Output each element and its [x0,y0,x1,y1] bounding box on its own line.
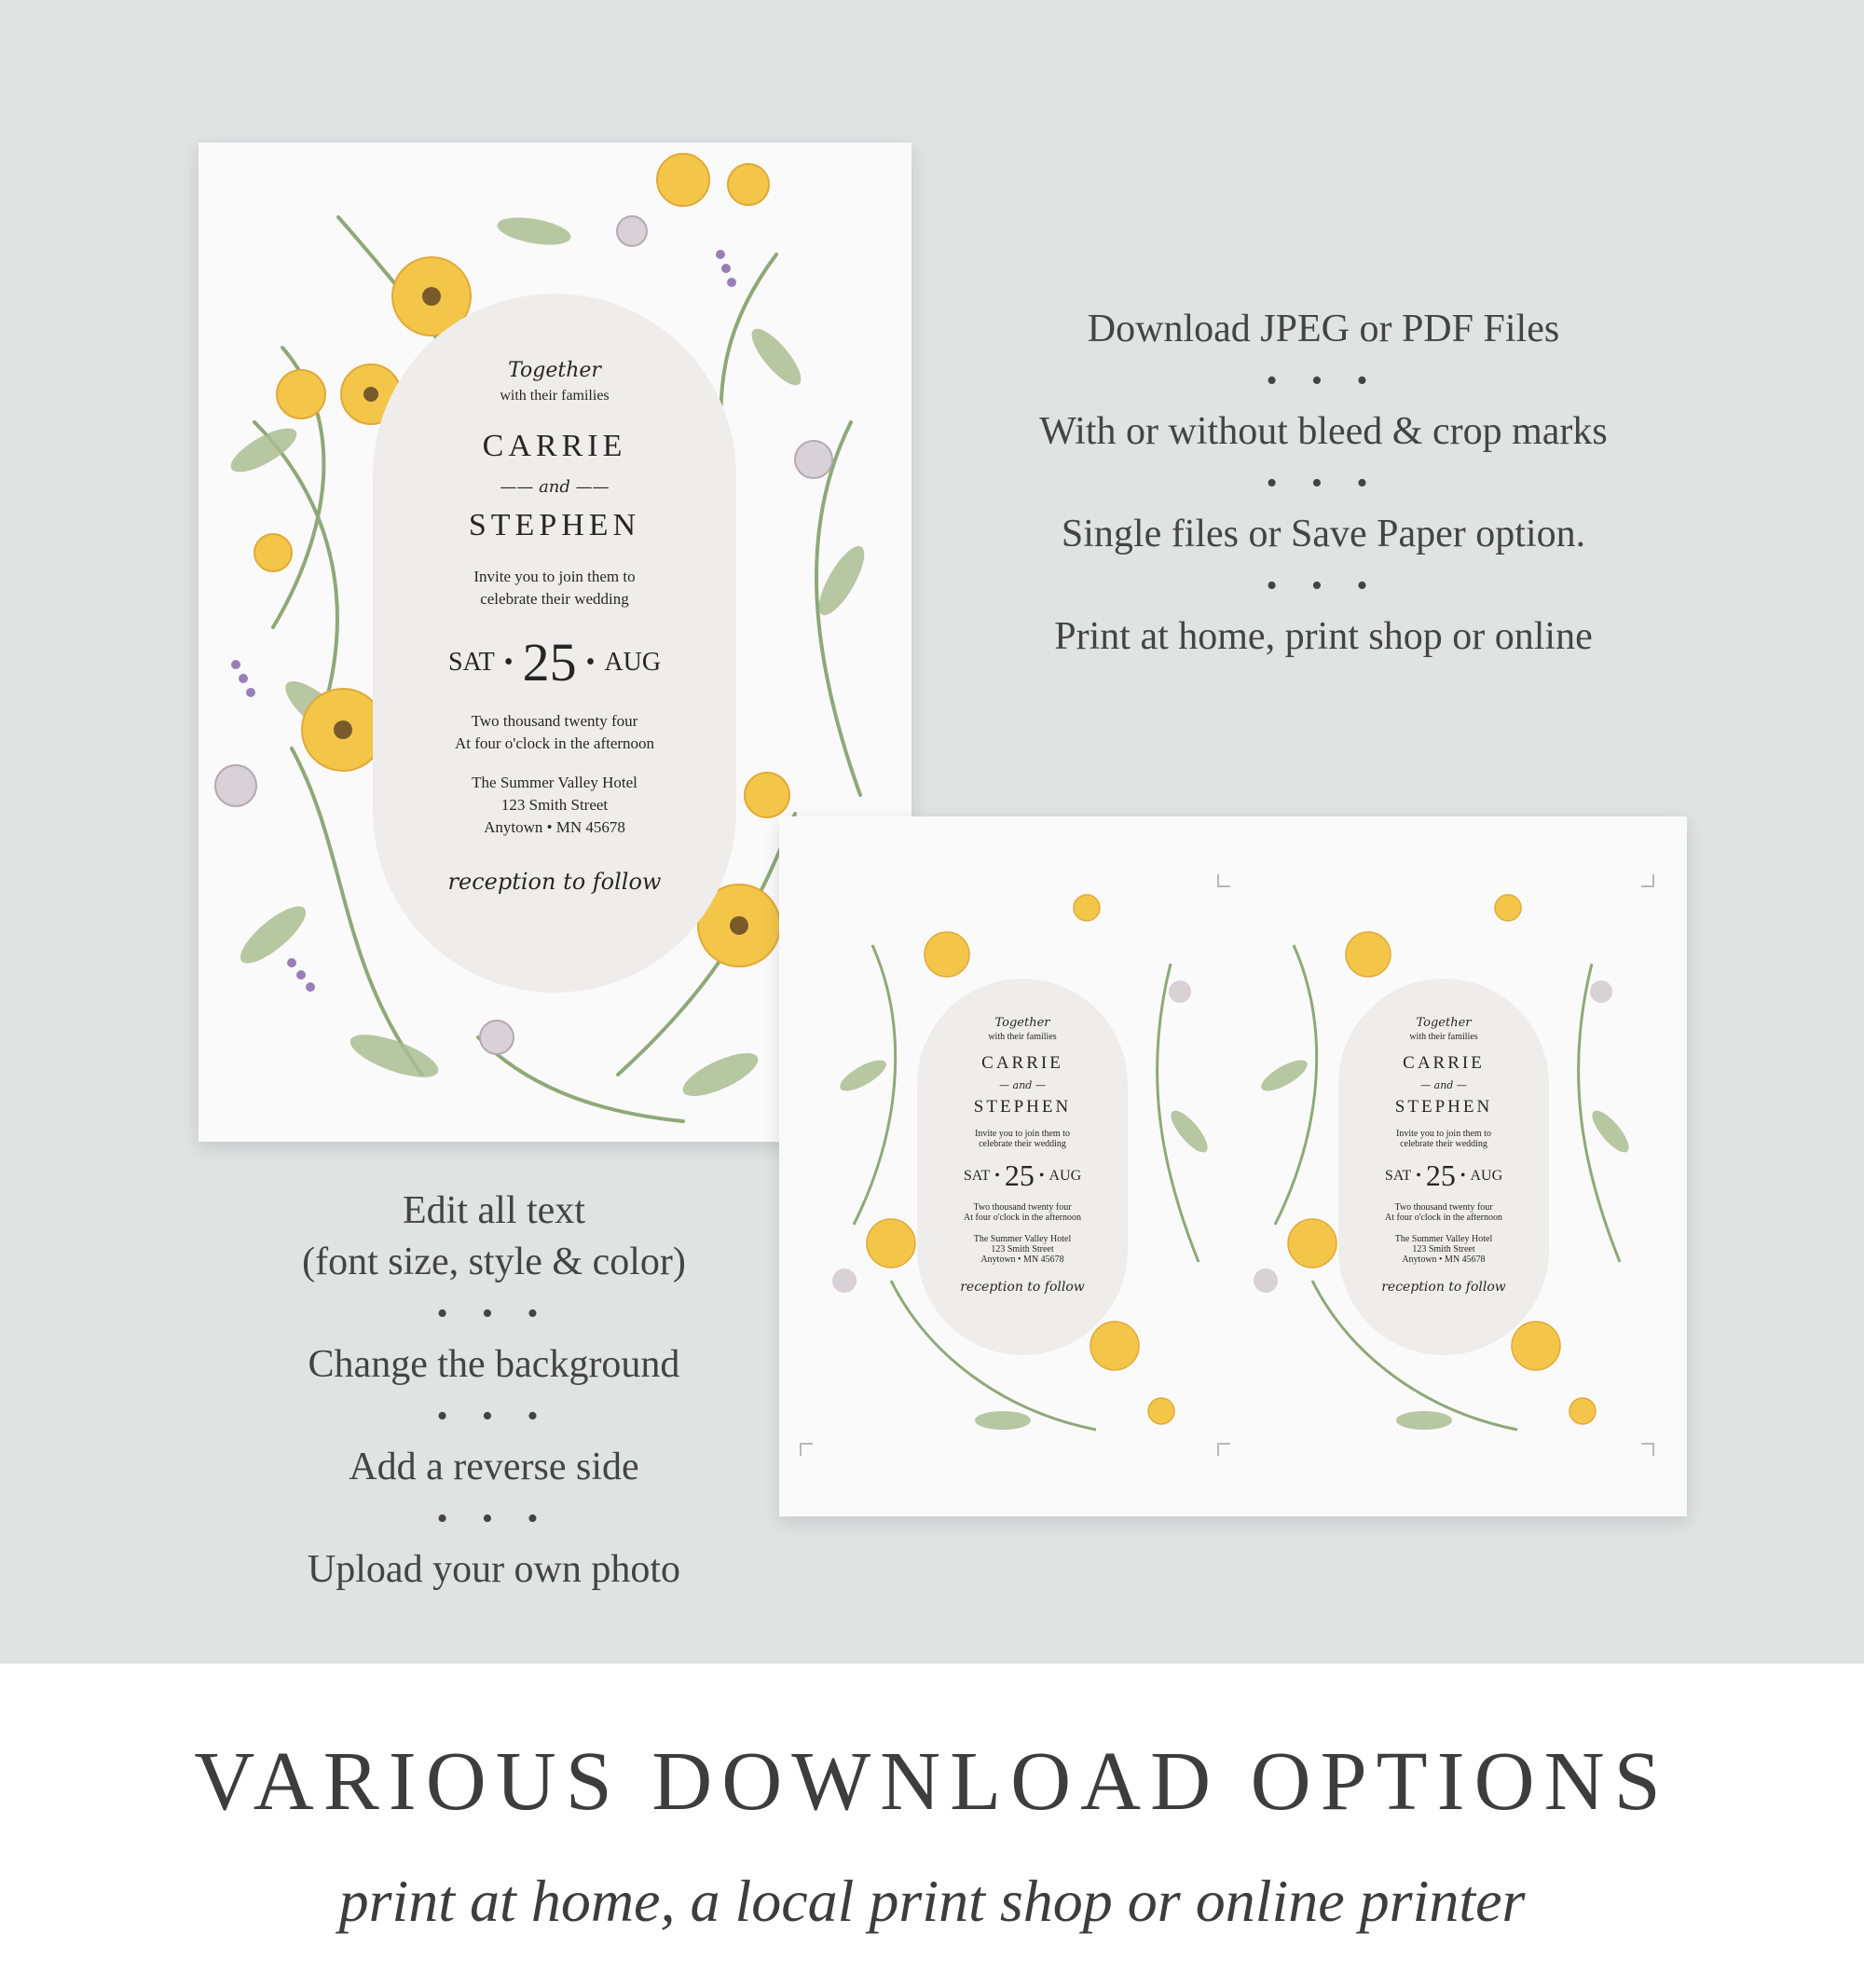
venue-city: Anytown • MN 45678 [980,1254,1064,1265]
invite-line-2: celebrate their wedding [480,590,629,608]
separator-dots: • • • [436,1296,552,1331]
families-text: with their families [988,1032,1057,1042]
partner-name-2: STEPHEN [973,1097,1072,1117]
partner-name-2: STEPHEN [1394,1097,1493,1117]
families-text: with their families [500,388,610,404]
date-day: SAT [1384,1167,1412,1184]
venue-street: 123 Smith Street [1412,1244,1475,1254]
invite-line-1: Invite you to join them to [473,568,636,585]
footer-subheading: print at home, a local print shop or online printer [338,1868,1526,1934]
separator-dots: • • • [1266,363,1381,398]
and-divider: — and — [999,1079,1046,1091]
date-row [373,631,736,693]
footer-heading: VARIOUS DOWNLOAD OPTIONS [194,1735,1670,1828]
venue-street: 123 Smith Street [991,1244,1054,1254]
invite-line-1: Invite you to join them to [975,1129,1070,1139]
feature-save-paper: Single files or Save Paper option. [1061,513,1586,555]
and-text: and [1012,1079,1033,1091]
reception-text: reception to follow [960,1280,1085,1295]
save-paper-sheet-preview [779,816,1687,1516]
feature-reverse-side: Add a reverse side [349,1446,639,1488]
feature-edit-text-detail: (font size, style & color) [302,1241,686,1283]
year-line: Two thousand twenty four [973,1202,1072,1213]
feature-bleed-marks: With or without bleed & crop marks [1039,410,1608,453]
partner-name-1: CARRIE [482,429,627,463]
time-line: At four o'clock in the afternoon [1385,1213,1502,1223]
together-text: Together [994,1016,1050,1030]
crop-mark [1217,874,1230,887]
families-text: with their families [1409,1032,1478,1042]
download-features-list [960,304,1687,663]
mini-invitation-left [816,889,1227,1448]
date-dot: • [585,647,596,677]
date-month: AUG [604,647,662,677]
reception-text: reception to follow [1381,1280,1506,1295]
date-dot: • [503,647,514,677]
date-day: SAT [963,1167,991,1184]
separator-dots: • • • [436,1501,552,1536]
date-number: 25 [1425,1159,1456,1192]
date-month: AUG [1048,1167,1082,1184]
separator-dots: • • • [436,1399,552,1433]
reception-text: reception to follow [447,869,662,895]
crop-mark [1641,874,1654,887]
year-line: Two thousand twenty four [1394,1202,1493,1213]
feature-change-background: Change the background [308,1343,680,1386]
time-line: At four o'clock in the afternoon [454,734,655,752]
date-month: AUG [1470,1167,1503,1184]
invite-line-1: Invite you to join them to [1396,1129,1491,1139]
and-divider: —— and —— [500,477,610,497]
date-dot: • [1416,1167,1421,1184]
invitation-text-arch [373,294,736,993]
venue-city: Anytown • MN 45678 [484,818,625,836]
venue-street: 123 Smith Street [500,796,609,814]
date-dot: • [1460,1167,1466,1184]
venue-name: The Summer Valley Hotel [973,1234,1072,1244]
and-text: and [539,477,570,497]
separator-dots: • • • [1266,466,1381,500]
date-dot: • [1038,1167,1045,1184]
venue-name: The Summer Valley Hotel [472,774,637,791]
date-dot: • [994,1167,1000,1184]
date-row [917,1159,1128,1193]
date-number: 25 [522,632,577,692]
mini-invitation-arch [1338,979,1549,1355]
feature-print-options: Print at home, print shop or online [1054,615,1593,658]
venue-city: Anytown • MN 45678 [1402,1254,1486,1265]
partner-name-1: CARRIE [1403,1053,1485,1073]
separator-dots: • • • [1266,569,1381,603]
invite-line-2: celebrate their wedding [979,1139,1066,1149]
and-divider: — and — [1420,1079,1467,1091]
invite-line-2: celebrate their wedding [1400,1139,1487,1149]
feature-edit-text: Edit all text [403,1189,585,1232]
date-number: 25 [1004,1159,1035,1192]
mini-invitation-arch [917,979,1128,1355]
venue-name: The Summer Valley Hotel [1394,1234,1493,1244]
mini-invitation-right [1238,889,1648,1448]
crop-mark [800,1443,813,1456]
date-day: SAT [447,647,495,677]
together-text: Together [1416,1016,1472,1030]
feature-download-formats: Download JPEG or PDF Files [1087,308,1560,350]
and-text: and [1433,1079,1454,1091]
edit-features-list [242,1186,746,1596]
year-line: Two thousand twenty four [471,712,638,730]
date-row [1338,1159,1549,1193]
feature-upload-photo: Upload your own photo [307,1548,681,1591]
partner-name-2: STEPHEN [468,508,641,542]
time-line: At four o'clock in the afternoon [964,1213,1081,1223]
partner-name-1: CARRIE [981,1053,1063,1073]
together-text: Together [508,359,601,382]
